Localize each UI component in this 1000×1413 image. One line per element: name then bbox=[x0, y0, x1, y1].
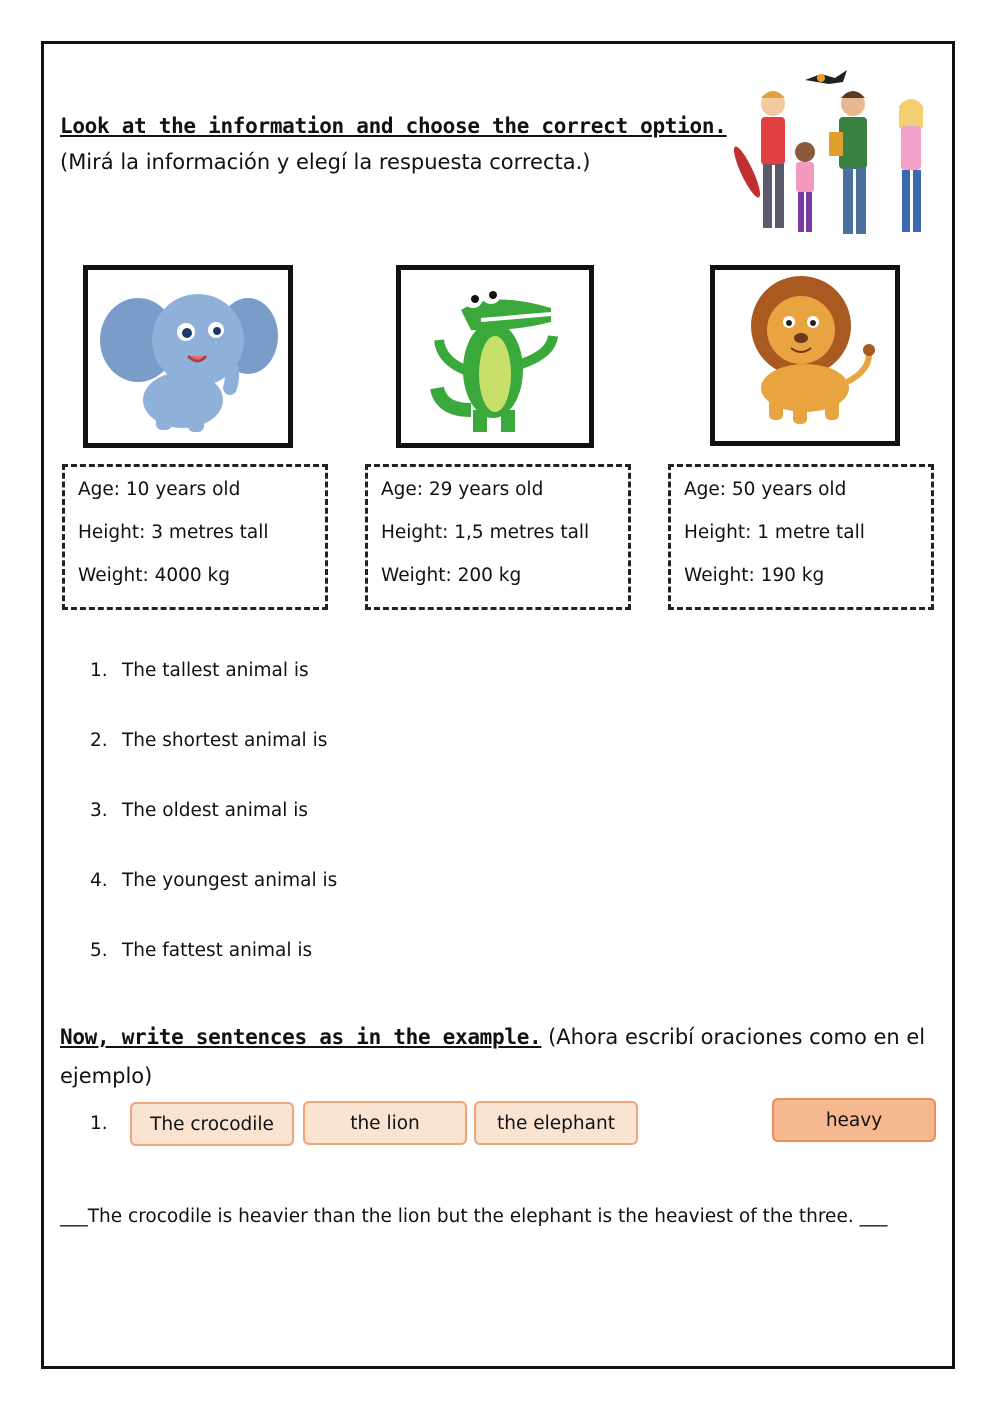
crocodile-age: Age: 29 years old bbox=[381, 479, 544, 500]
example-sentence: ___The crocodile is heavier than the lion but the elephant is the heaviest of the three. ___ bbox=[60, 1206, 888, 1227]
elephant-height: Height: 3 metres tall bbox=[78, 522, 269, 543]
question-text: The shortest animal is bbox=[122, 730, 328, 751]
lion-photo-frame bbox=[710, 265, 900, 446]
question-number: 4. bbox=[90, 870, 108, 891]
crocodile-icon bbox=[401, 270, 589, 443]
word-chip-lion[interactable]: the lion bbox=[303, 1101, 467, 1145]
crocodile-photo-frame bbox=[396, 265, 594, 448]
crocodile-height: Height: 1,5 metres tall bbox=[381, 522, 590, 543]
question-text: The youngest animal is bbox=[122, 870, 338, 891]
instructions-subheading: (Mirá la información y elegí la respuesta correcta.) bbox=[60, 150, 591, 174]
lion-icon bbox=[715, 270, 895, 441]
children-illustration bbox=[725, 62, 947, 247]
elephant-age: Age: 10 years old bbox=[78, 479, 241, 500]
lion-weight: Weight: 190 kg bbox=[684, 565, 825, 586]
instructions-heading: Look at the information and choose the correct option. bbox=[60, 114, 727, 138]
adjective-chip-heavy[interactable]: heavy bbox=[772, 1098, 936, 1142]
crocodile-weight: Weight: 200 kg bbox=[381, 565, 522, 586]
question-text: The fattest animal is bbox=[122, 940, 313, 961]
word-chip-crocodile[interactable]: The crocodile bbox=[130, 1102, 294, 1146]
elephant-info-box bbox=[62, 464, 328, 610]
question-number: 5. bbox=[90, 940, 108, 961]
lion-age: Age: 50 years old bbox=[684, 479, 847, 500]
question-text: The oldest animal is bbox=[122, 800, 309, 821]
question-number: 1. bbox=[90, 660, 108, 681]
question-text: The tallest animal is bbox=[122, 660, 309, 681]
section2-subheading-cont: ejemplo) bbox=[60, 1064, 153, 1088]
section2-heading: Now, write sentences as in the example. bbox=[60, 1025, 542, 1049]
elephant-weight: Weight: 4000 kg bbox=[78, 565, 230, 586]
crocodile-info-box bbox=[365, 464, 631, 610]
word-chip-elephant[interactable]: the elephant bbox=[474, 1101, 638, 1145]
question-number: 2. bbox=[90, 730, 108, 751]
elephant-photo-frame bbox=[83, 265, 293, 448]
section2-heading-line bbox=[60, 1025, 925, 1049]
section2-subheading: (Ahora escribí oraciones como en el bbox=[548, 1025, 926, 1049]
elephant-icon bbox=[88, 270, 288, 443]
lion-height: Height: 1 metre tall bbox=[684, 522, 865, 543]
lion-info-box bbox=[668, 464, 934, 610]
question-number: 3. bbox=[90, 800, 108, 821]
exercise-number: 1. bbox=[90, 1113, 108, 1134]
